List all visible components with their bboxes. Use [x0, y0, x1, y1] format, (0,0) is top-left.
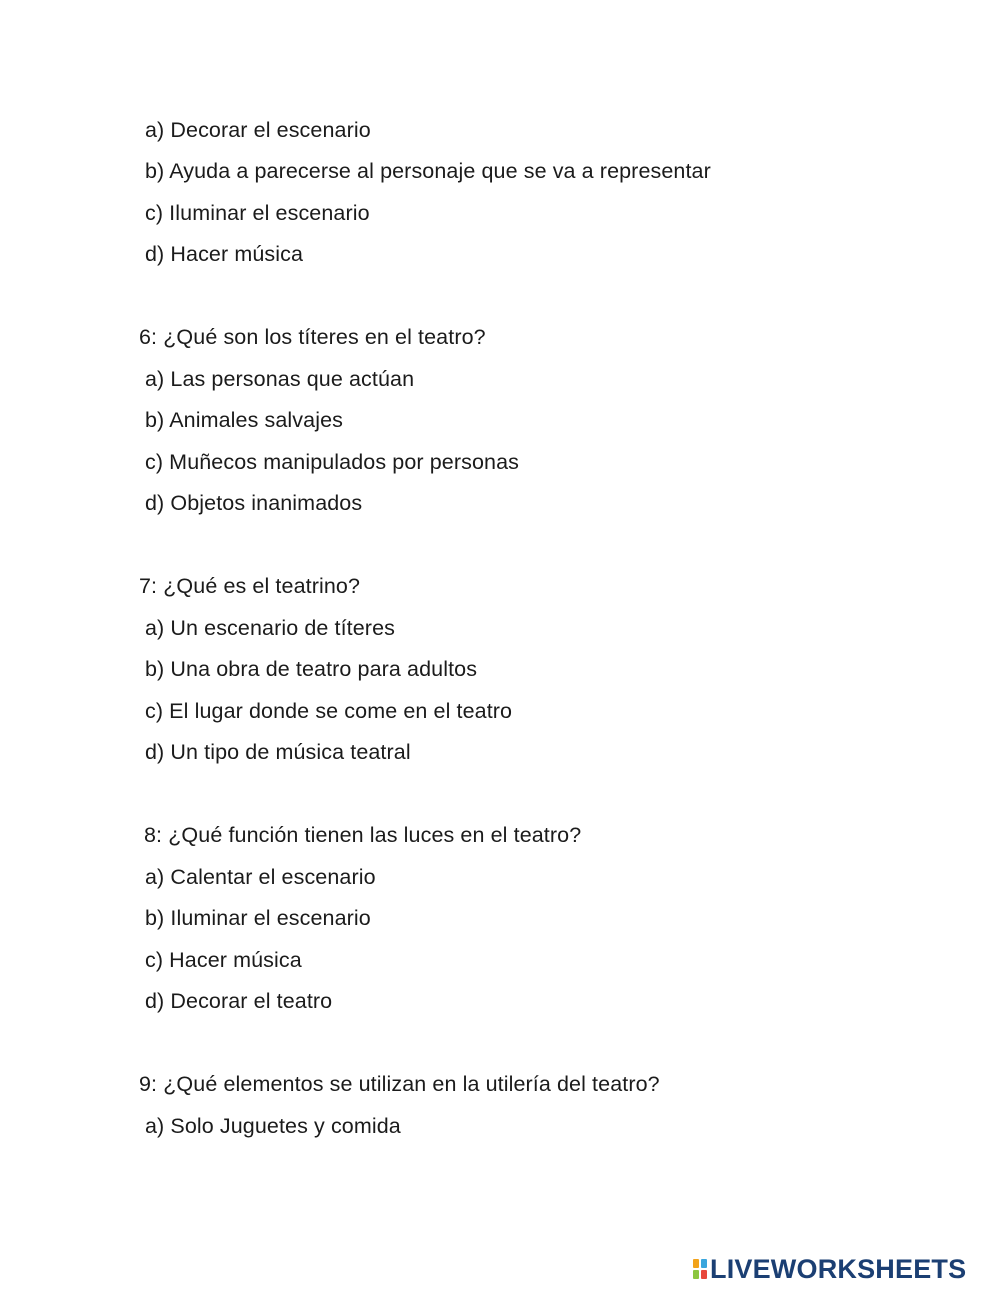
q9-question: 9: ¿Qué elementos se utilizan en la utilería del teatro?	[139, 1072, 660, 1096]
q8-option-b: b) Iluminar el escenario	[145, 906, 371, 930]
q8-option-a: a) Calentar el escenario	[145, 865, 376, 889]
q7-option-d: d) Un tipo de música teatral	[145, 740, 411, 764]
q7-option-a: a) Un escenario de títeres	[145, 616, 395, 640]
q8-option-d: d) Decorar el teatro	[145, 989, 333, 1013]
q7-option-c: c) El lugar donde se come en el teatro	[145, 699, 513, 723]
q5-option-a: a) Decorar el escenario	[145, 118, 371, 142]
liveworksheets-logo[interactable]	[692, 1256, 966, 1282]
q5-option-b: b) Ayuda a parecerse al personaje que se va a representar	[145, 159, 711, 183]
q5-option-c: c) Iluminar el escenario	[145, 201, 370, 225]
q9-option-a: a) Solo Juguetes y comida	[145, 1114, 401, 1138]
q6-option-b: b) Animales salvajes	[145, 408, 343, 432]
q7-question: 7: ¿Qué es el teatrino?	[139, 574, 361, 598]
q6-option-d: d) Objetos inanimados	[145, 491, 363, 515]
q7-option-b: b) Una obra de teatro para adultos	[145, 657, 478, 681]
liveworksheets-logo-icon	[692, 1258, 708, 1280]
liveworksheets-brand: LIVEWORKSHEETS	[710, 1254, 967, 1284]
q8-question: 8: ¿Qué función tienen las luces en el teatro?	[144, 823, 582, 847]
q6-question: 6: ¿Qué son los títeres en el teatro?	[139, 325, 486, 349]
q6-option-a: a) Las personas que actúan	[145, 367, 415, 391]
q5-option-d: d) Hacer música	[145, 242, 304, 266]
q8-option-c: c) Hacer música	[145, 948, 302, 972]
q6-option-c: c) Muñecos manipulados por personas	[145, 450, 519, 474]
